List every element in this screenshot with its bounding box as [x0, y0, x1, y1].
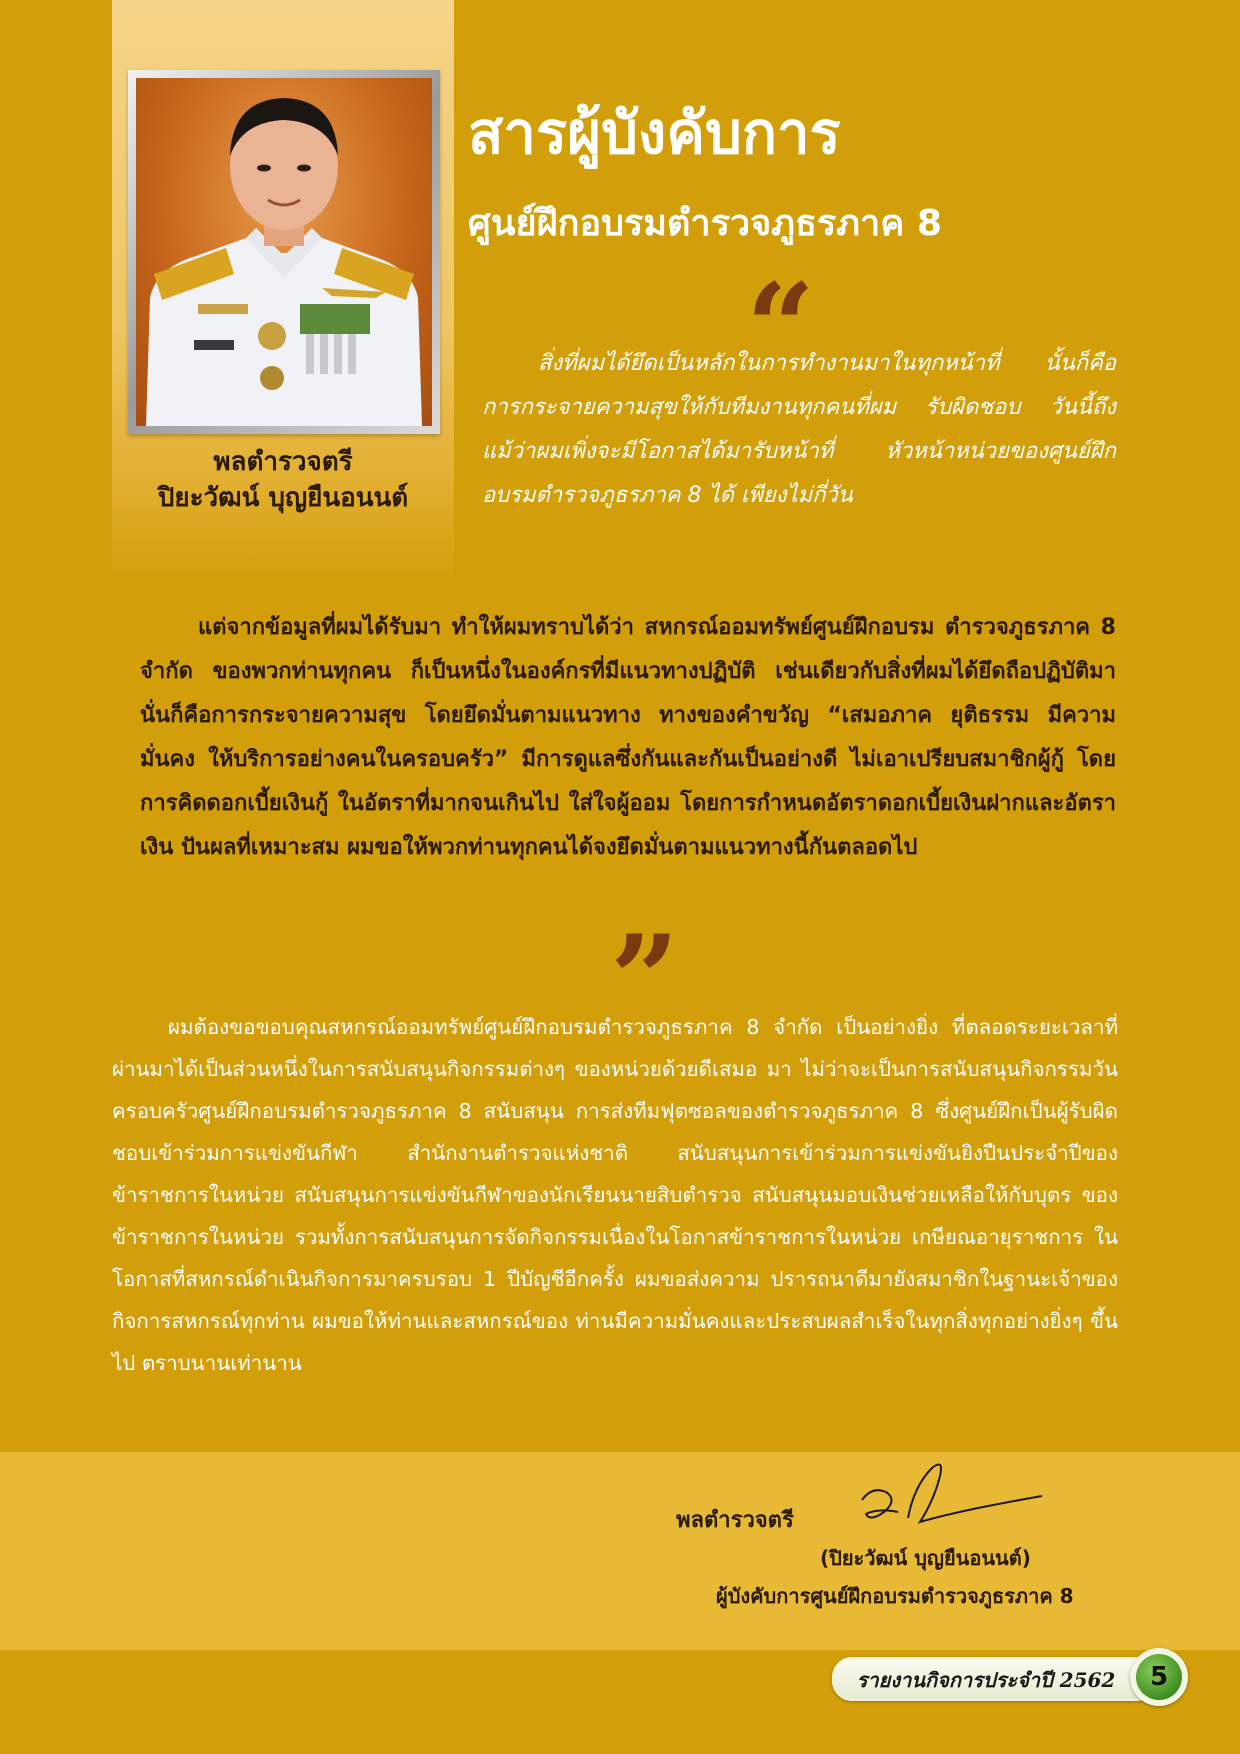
page-number: 5: [1136, 1654, 1182, 1700]
body-paragraph-1: แต่จากข้อมูลที่ผมได้รับมา ทำให้ผมทราบได้ว่า สหกรณ์ออมทรัพย์ศูนย์ฝึกอบรม ตำรวจภูธรภาค 8 จำกัด ของพวกท่านทุกคน ก็เป็นหนึ่งในองค์กรที่มีแนวทางปฏิบัติ เช่นเดียวกับสิ่งที่ผมได้ยึดถือปฏิบัติมา นั่นก็คือการกระจายความสุข โดยยึดมั่นตามแนวทาง ทางของคำขวัญ “เสมอภาค ยุติธรรม มีความมั่นคง ให้บริการอย่างคนในครอบครัว” มีการดูแลซึ่งกันและกันเป็นอย่างดี ไม่เอาเปรียบสมาชิกผู้กู้ โดยการคิดดอกเบี้ยเงินกู้ ในอัตราที่มากจนเกินไป ใส่ใจผู้ออม โดยการกำหนดอัตราดอกเบี้ยเงินฝากและอัตราเงิน ปันผลที่เหมาะสม ผมขอให้พวกท่านทุกคนได้จงยึดมั่นตามแนวทางนี้กันตลอดไป: [140, 615, 1116, 860]
page-title: สารผู้บังคับการ: [468, 99, 841, 167]
portrait-rank: พลตำรวจตรี: [213, 447, 353, 477]
page-number-badge: [1130, 1648, 1188, 1706]
portrait-name: ปิยะวัฒน์ บุญยืนอนนต์: [157, 483, 409, 513]
portrait-caption: [112, 444, 454, 516]
handwritten-signature: [848, 1456, 1048, 1536]
portrait-frame: [128, 70, 440, 434]
signature-rank: พลตำรวจตรี: [676, 1508, 794, 1533]
quote-text: สิ่งที่ผมได้ยึดเป็นหลักในการทำงานมาในทุกหน้าที่ นั้นก็คือ การกระจายความสุขให้กับทีมงานทุกคนที่ผม รับผิดชอบ วันนี้ถึงแม้ว่าผมเพิ่งจะมีโอกาสได้มารับหน้าที่ หัวหน้าหน่วยของศูนย์ฝึกอบรมตำรวจภูธรภาค 8 ได้ เพียงไม่กี่วัน: [482, 351, 1116, 508]
signature-name: (ปิยะวัฒน์ บุญยืนอนนต์): [820, 1546, 1031, 1570]
footer-report-label: รายงานกิจการประจำปี 2562: [856, 1668, 1116, 1692]
body-paragraph-2: ผมต้องขอขอบคุณสหกรณ์ออมทรัพย์ศูนย์ฝึกอบรมตำรวจภูธรภาค 8 จำกัด เป็นอย่างยิ่ง ที่ตลอดระยะเวลาที่ผ่านมาได้เป็นส่วนหนึ่งในการสนับสนุนกิจกรรมต่างๆ ของหน่วยด้วยดีเสมอ มา ไม่ว่าจะเป็นการสนับสนุนกิจกรรมวันครอบครัวศูนย์ฝึกอบรมตำรวจภูธรภาค 8 สนับสนุน การส่งทีมฟุตซอลของตำรวจภูธรภาค 8 ซึ่งศูนย์ฝึกเป็นผู้รับผิดชอบเข้าร่วมการแข่งขันกีฬา สำนักงานตำรวจแห่งชาติ สนับสนุนการเข้าร่วมการแข่งขันยิงปืนประจำปีของข้าราชการในหน่วย สนับสนุนการแข่งขันกีฬาของนักเรียนนายสิบตำรวจ สนับสนุนมอบเงินช่วยเหลือให้กับบุตร ของข้าราชการในหน่วย รวมทั้งการสนับสนุนการจัดกิจกรรมเนื่องในโอกาสข้าราชการในหน่วย เกษียณอายุราชการ ในโอกาสที่สหกรณ์ดำเนินกิจการมาครบรอบ 1 ปีบัญชีอีกครั้ง ผมขอส่งความ ปรารถนาดีมายังสมาชิกในฐานะเจ้าของกิจการสหกรณ์ทุกท่าน ผมขอให้ท่านและสหกรณ์ของ ท่านมีความมั่นคงและประสบผลสำเร็จในทุกสิ่งทุกอย่างยิ่งๆ ขึ้นไป ตราบนานเท่านาน: [112, 1015, 1118, 1375]
page-subtitle: ศูนย์ฝึกอบรมตำรวจภูธรภาค 8: [468, 203, 942, 244]
close-quote-icon: ”: [610, 909, 680, 1050]
signature-position: ผู้บังคับการศูนย์ฝึกอบรมตำรวจภูธรภาค 8: [716, 1584, 1074, 1608]
signature-band: [0, 1452, 1240, 1650]
portrait-photo: [136, 78, 432, 426]
portrait-illustration: [136, 78, 432, 426]
open-quote-icon: “: [746, 257, 816, 398]
